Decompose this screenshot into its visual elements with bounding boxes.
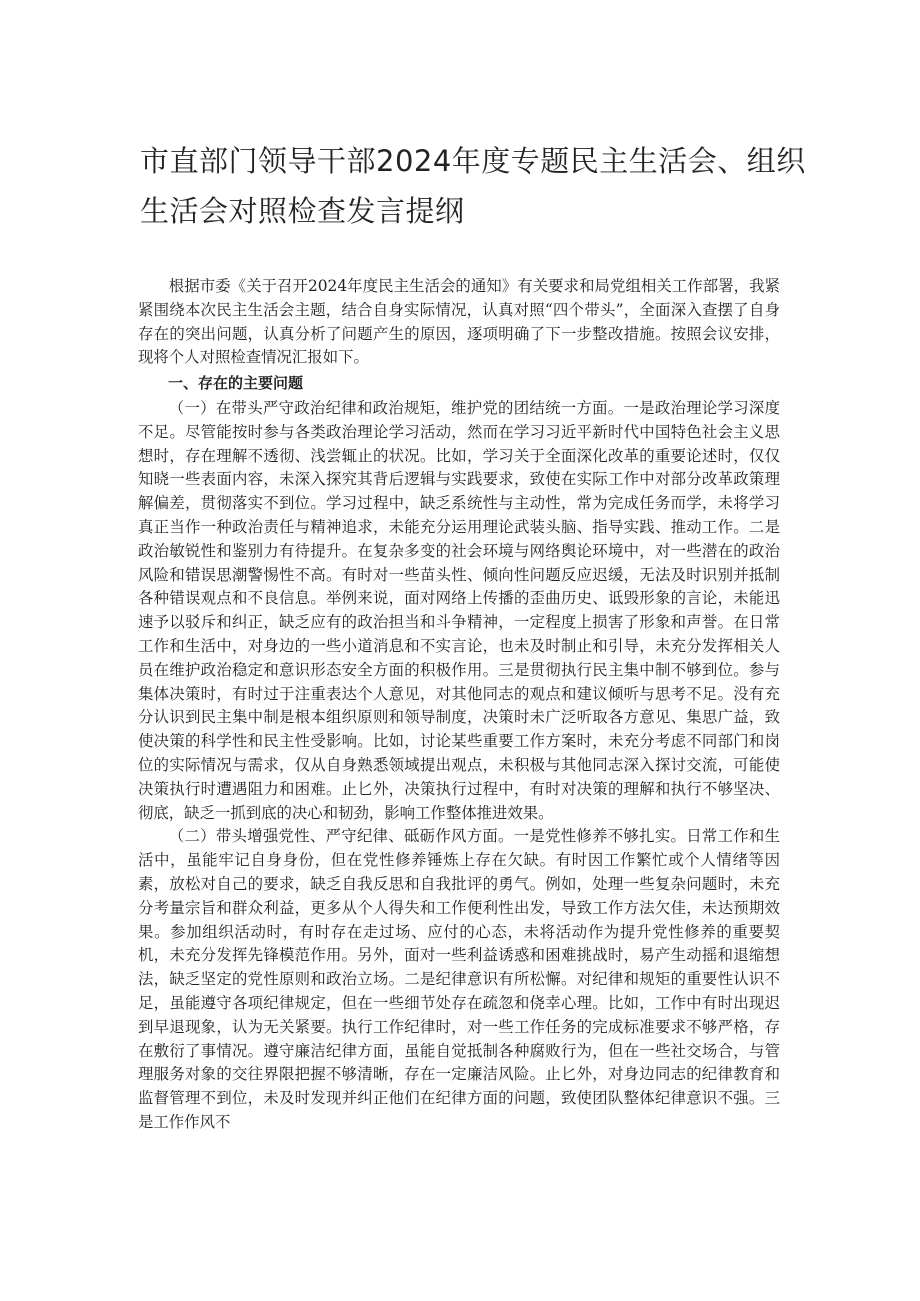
- title-line-1: 市直部门领导干部2024年度专题民主生活会、组织: [140, 144, 806, 178]
- document-body: [138, 275, 780, 1135]
- section-heading: 一、存在的主要问题: [168, 374, 304, 393]
- document-title: [140, 136, 806, 236]
- title-line-2: 生活会对照检查发言提纲: [140, 194, 465, 228]
- paragraph-1: （一）在带头严守政治纪律和政治规矩，维护党的团结统一方面。一是政治理论学习深度不足。尽管能按时参与各类政治理论学习活动，然而在学习习近平新时代中国特色社会主义思想时，存在理解不透彻、浅尝辄止的状况。比如，学习关于全面深化改革的重要论述时，仅仅知晓一些表面内容，未深入探究其背后逻辑与实践要求，致使在实际工作中对部分改革政策理解偏差，贯彻落实不到位。学习过程中，缺乏系统性与主动性，常为完成任务而学，未将学习真正当作一种政治责任与精神追求，未能充分运用理论武装头脑、指导实践、推动工作。二是政治敏锐性和鉴别力有待提升。在复杂多变的社会环境与网络舆论环境中，对一些潜在的政治风险和错误思潮警惕性不高。有时对一些苗头性、倾向性问题反应迟缓，无法及时识别并抵制各种错误观点和不良信息。举例来说，面对网络上传播的歪曲历史、诋毁形象的言论，未能迅速予以驳斥和纠正，缺乏应有的政治担当和斗争精神，一定程度上损害了形象和声誉。在日常工作和生活中，对身边的一些小道消息和不实言论，也未及时制止和引导，未充分发挥相关人员在维护政治稳定和意识形态安全方面的积极作用。三是贯彻执行民主集中制不够到位。参与集体决策时，有时过于注重表达个人意见，对其他同志的观点和建议倾听与思考不足。没有充分认识到民主集中制是根本组织原则和领导制度，决策时未广泛听取各方意见、集思广益，致使决策的科学性和民主性受影响。比如，讨论某些重要工作方案时，未充分考虑不同部门和岗位的实际情况与需求，仅从自身熟悉领域提出观点，未积极与其他同志深入探讨交流，可能使决策执行时遭遇阻力和困难。止匕外，决策执行过程中，有时对决策的理解和执行不够坚决、彻底，缺乏一抓到底的决心和韧劲，影响工作整体推进效果。: [138, 398, 780, 822]
- paragraph-2: （二）带头增强党性、严守纪律、砥砺作风方面。一是党性修养不够扎实。日常工作和生活中，虽能牢记自身身份，但在党性修养锤炼上存在欠缺。有时因工作繁忙或个人情绪等因素，放松对自己的要求，缺乏自我反思和自我批评的勇气。例如，处理一些复杂问题时，未充分考量宗旨和群众利益，更多从个人得失和工作便利性出发，导致工作方法欠佳，未达预期效果。参加组织活动时，有时存在走过场、应付的心态，未将活动作为提升党性修养的重要契机，未充分发挥先锋模范作用。另外，面对一些利益诱惑和困难挑战时，易产生动摇和退缩想法，缺乏坚定的党性原则和政治立场。二是纪律意识有所松懈。对纪律和规矩的重要性认识不足，虽能遵守各项纪律规定，但在一些细节处存在疏忽和侥幸心理。比如，工作中有时出现迟到早退现象，认为无关紧要。执行工作纪律时，对一些工作任务的完成标准要求不够严格，存在敷衍了事情况。遵守廉洁纪律方面，虽能自觉抵制各种腐败行为，但在一些社交场合，与管理服务对象的交往界限把握不够清晰，存在一定廉洁风险。止匕外，对身边同志的纪律教育和监督管理不到位，未及时发现并纠正他们在纪律方面的问题，致使团队整体纪律意识不强。三是工作作风不: [138, 827, 780, 1131]
- intro-paragraph: 根据市委《关于召开2024年度民主生活会的通知》有关要求和局党组相关工作部署，我紧紧围绕本次民主生活会主题，结合自身实际情况，认真对照“四个带头”，全面深入查摆了自身存在的突出问题，认真分析了问题产生的原因，逐项明确了下一步整改措施。按照会议安排，现将个人对照检查情况汇报如下。: [138, 277, 780, 367]
